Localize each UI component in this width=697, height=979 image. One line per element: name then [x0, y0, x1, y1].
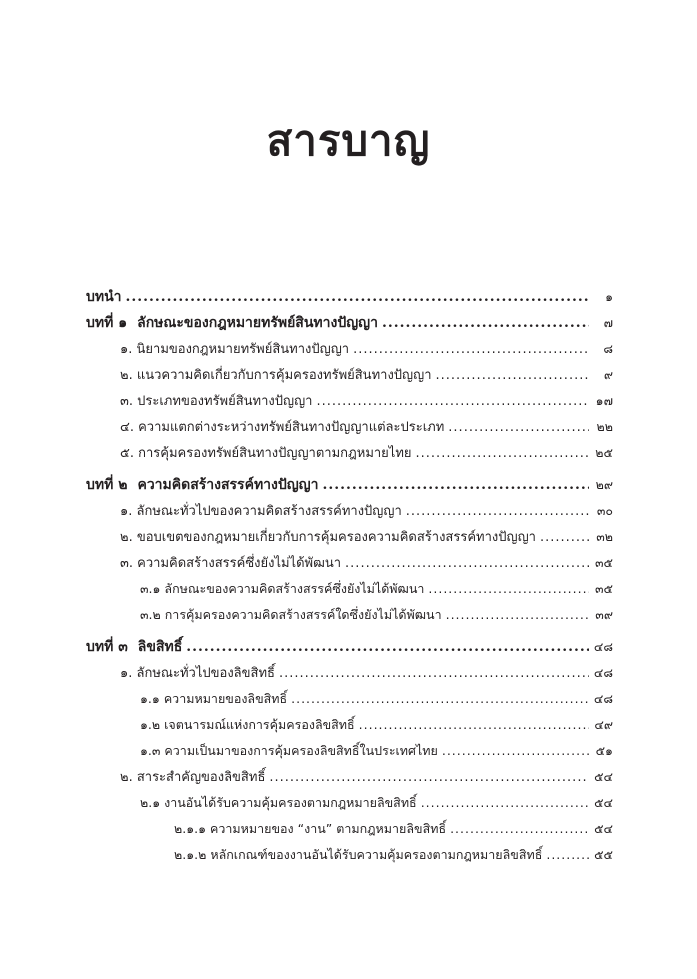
page-number: ๒๙: [595, 477, 613, 492]
toc-label: ๑.๑ ความหมายของลิขสิทธิ์: [140, 691, 288, 706]
leader-dots: [353, 337, 589, 363]
page-number: ๑๗: [595, 393, 613, 408]
leader-dots: [436, 363, 590, 389]
page-title: สารบาญ: [266, 116, 431, 165]
leader-dots: [269, 765, 589, 791]
leader-dots: [450, 816, 589, 842]
leader-dots: [448, 415, 589, 441]
toc-label: ๒.๑.๒ หลักเกณฑ์ของงานอันได้รับความคุ้มครองตามกฎหมายลิขสิทธิ์: [174, 847, 543, 862]
toc-label: ๓.๑ ลักษณะของความคิดสร้างสรรค์ซึ่งยังไม่ได้พัฒนา: [140, 581, 425, 596]
page-number: ๗: [603, 315, 613, 330]
page-number: ๙: [603, 367, 613, 382]
page-number: ๕๔: [594, 769, 613, 784]
leader-dots: [416, 441, 589, 467]
toc-label: ๑. ลักษณะทั่วไปของลิขสิทธิ์: [120, 666, 275, 681]
toc-intro[interactable]: [86, 284, 613, 310]
toc-item[interactable]: [86, 764, 613, 790]
chapter-title: ลักษณะของกฎหมายทรัพย์สินทางปัญญา: [137, 315, 378, 331]
toc-item[interactable]: [86, 498, 613, 524]
toc-subitem[interactable]: [86, 686, 613, 712]
toc-label: ๒.๑ งานอันได้รับความคุ้มครองตามกฎหมายลิขสิทธิ์: [140, 795, 417, 810]
leader-dots: [359, 712, 589, 738]
page-number: ๓๙: [595, 607, 613, 622]
leader-dots: [291, 686, 589, 712]
leader-dots: [126, 284, 589, 310]
toc-label: ๑. นิยามของกฎหมายทรัพย์สินทางปัญญา: [120, 342, 350, 357]
chapter-number: บทที่ ๒: [86, 477, 128, 493]
toc-subitem[interactable]: [86, 602, 613, 628]
leader-dots: [442, 738, 589, 764]
toc-label: ๔. ความแตกต่างระหว่างทรัพย์สินทางปัญญาแต่ละประเภท: [120, 420, 445, 435]
toc-item[interactable]: [86, 524, 613, 550]
toc-subsubitem[interactable]: [86, 816, 613, 842]
leader-dots: [345, 551, 589, 577]
toc-label: ๓.๒ การคุ้มครองความคิดสร้างสรรค์ใดซึ่งยังไม่ได้พัฒนา: [140, 607, 442, 622]
page-number: ๒๕: [595, 445, 613, 460]
leader-dots: [540, 525, 589, 551]
leader-dots: [186, 634, 589, 660]
toc-subsubitem[interactable]: [86, 842, 613, 868]
page-number: ๓๕: [594, 555, 613, 570]
leader-dots: [316, 389, 589, 415]
page-number: ๓๐: [596, 503, 613, 518]
toc-subitem[interactable]: [86, 790, 613, 816]
leader-dots: [546, 842, 589, 868]
chapter-number: บทที่ ๑: [86, 315, 128, 331]
chapter-title: ความคิดสร้างสรรค์ทางปัญญา: [137, 477, 319, 493]
toc-label: ๒. แนวความคิดเกี่ยวกับการคุ้มครองทรัพย์สินทางปัญญา: [120, 368, 432, 383]
page-number: ๕๔: [594, 795, 613, 810]
leader-dots: [322, 472, 589, 498]
page-number: ๓๒: [596, 529, 613, 544]
table-of-contents: [86, 284, 613, 868]
toc-item[interactable]: [86, 550, 613, 576]
toc-subitem[interactable]: [86, 738, 613, 764]
toc-item[interactable]: [86, 414, 613, 440]
toc-label: ๑. ลักษณะทั่วไปของความคิดสร้างสรรค์ทางปัญญา: [120, 504, 402, 519]
leader-dots: [406, 499, 589, 525]
toc-label: ๓. ความคิดสร้างสรรค์ซึ่งยังไม่ได้พัฒนา: [120, 556, 342, 571]
page-number: ๕๕: [594, 847, 613, 862]
toc-subitem[interactable]: [86, 576, 613, 602]
toc-label: ๒. ขอบเขตของกฎหมายเกี่ยวกับการคุ้มครองความคิดสร้างสรรค์ทางปัญญา: [120, 530, 536, 545]
page-number: ๔๘: [593, 639, 613, 654]
toc-label: ๑.๒ เจตนารมณ์แห่งการคุ้มครองลิขสิทธิ์: [140, 717, 355, 732]
toc-chapter-2[interactable]: [86, 472, 613, 498]
page-number: ๒๒: [596, 419, 613, 434]
toc-label: ๓. ประเภทของทรัพย์สินทางปัญญา: [120, 394, 313, 409]
page-number: ๔๘: [593, 665, 613, 680]
leader-dots: [382, 310, 589, 336]
page-number: ๕๑: [595, 743, 613, 758]
toc-item[interactable]: [86, 388, 613, 414]
toc-item[interactable]: [86, 336, 613, 362]
chapter-number: บทที่ ๓: [86, 639, 128, 655]
toc-chapter-1[interactable]: [86, 310, 613, 336]
toc-item[interactable]: [86, 362, 613, 388]
toc-label: ๒.๑.๑ ความหมายของ “งาน” ตามกฎหมายลิขสิทธิ์: [174, 821, 447, 836]
toc-item[interactable]: [86, 660, 613, 686]
toc-label: ๕. การคุ้มครองทรัพย์สินทางปัญญาตามกฎหมายไทย: [120, 446, 412, 461]
page-number: ๘: [603, 341, 613, 356]
toc-label: บทนำ: [86, 289, 122, 305]
page-number: ๔๙: [594, 717, 613, 732]
toc-item[interactable]: [86, 440, 613, 466]
leader-dots: [446, 602, 589, 628]
page-number: ๕๔: [594, 821, 613, 836]
toc-label: ๒. สาระสำคัญของลิขสิทธิ์: [120, 770, 266, 785]
page-number: ๑: [605, 289, 613, 304]
leader-dots: [279, 661, 589, 687]
toc-subitem[interactable]: [86, 712, 613, 738]
page-number: ๓๕: [594, 581, 613, 596]
leader-dots: [428, 576, 589, 602]
chapter-title: ลิขสิทธิ์: [137, 639, 183, 655]
leader-dots: [421, 790, 589, 816]
toc-chapter-3[interactable]: [86, 634, 613, 660]
toc-label: ๑.๓ ความเป็นมาของการคุ้มครองลิขสิทธิ์ในประเทศไทย: [140, 743, 438, 758]
page-number: ๔๘: [593, 691, 613, 706]
